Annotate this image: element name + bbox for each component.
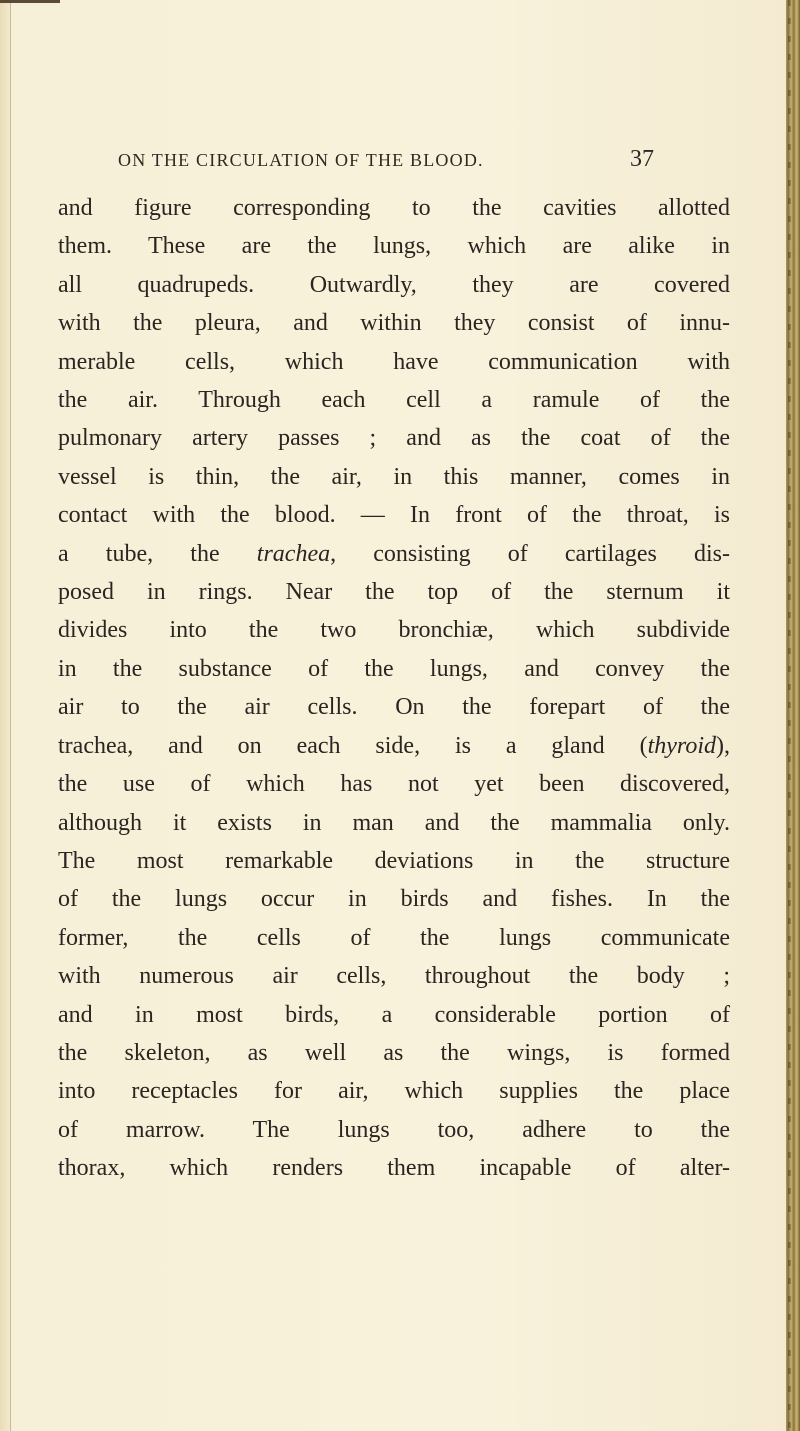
text-line: vessel is thin, the air, in this manner, comes in [58,463,730,490]
text-line-thyroid [58,727,730,765]
text-line: The most remarkable deviations in the structure [58,847,730,874]
italic-term-trachea: trachea [256,540,331,567]
text-line-trachea [58,535,730,573]
text-line: contact with the blood. — In front of the throat, is [58,502,730,529]
text-line: into receptacles for air, which supplies the place [58,1078,730,1105]
text-line: air to the air cells. On the forepart of the [58,694,730,721]
book-spine-edge [786,0,800,1431]
running-title: ON THE CIRCULATION OF THE BLOOD. [118,150,484,170]
text-line: thorax, which renders them incapable of alter- [58,1155,730,1182]
text-line: the skeleton, as well as the wings, is formed [58,1039,730,1066]
text-line: pulmonary artery passes ; and as the coat of the [58,425,730,452]
italic-term-thyroid: thyroid [647,732,716,759]
text-line: in the substance of the lungs, and convey the [58,655,730,682]
text-line: with numerous air cells, throughout the body ; [58,963,730,990]
text-line: and figure corresponding to the cavities allotted [58,195,730,221]
text-line: of marrow. The lungs too, adhere to the [58,1116,730,1143]
running-header [118,146,654,173]
line-segment: trachea, and on each side, is a gland ( [58,732,648,759]
text-line: the air. Through each cell a ramule of the [58,387,730,414]
text-line: and in most birds, a considerable portion of [58,1001,730,1028]
text-line: with the pleura, and within they consist of innu- [58,310,730,337]
text-line: although it exists in man and the mammalia only. [58,809,730,836]
text-line: all quadrupeds. Outwardly, they are covered [58,271,730,298]
text-line: posed in rings. Near the top of the sternum it [58,579,730,606]
text-line: former, the cells of the lungs communicate [58,924,730,951]
body-text [58,189,730,1188]
line-segment: a tube, the [58,540,257,567]
page-left-edge [0,0,11,1431]
text-line: merable cells, which have communication with [58,348,730,375]
text-line: the use of which has not yet been discovered, [58,771,730,798]
line-segment: , consisting of cartilages dis- [330,540,731,567]
text-line: divides into the two bronchiæ, which subdivide [58,617,730,644]
page-top-rule [0,0,60,3]
text-line: of the lungs occur in birds and fishes. In the [58,886,730,913]
text-line: them. These are the lungs, which are alike in [58,233,730,260]
page-number: 37 [630,146,654,172]
line-segment: ), [716,732,730,759]
